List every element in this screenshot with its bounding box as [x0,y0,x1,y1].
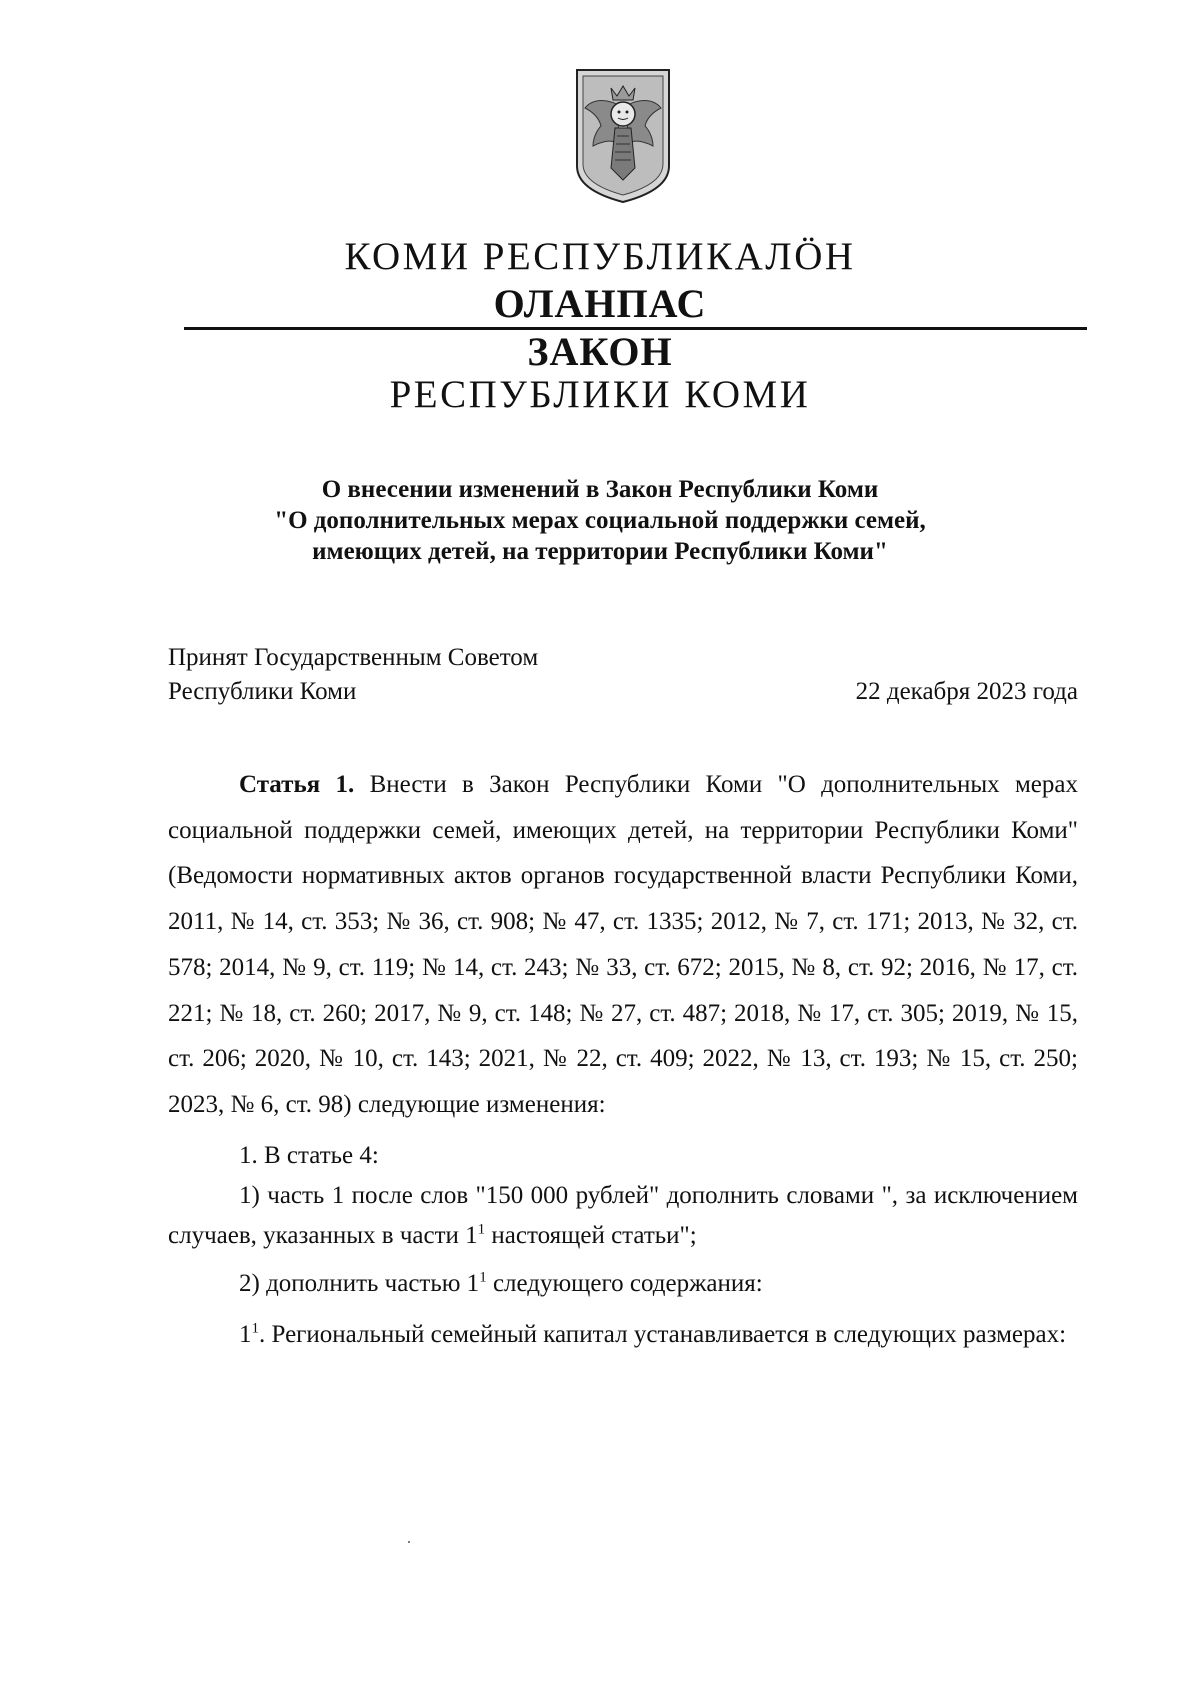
header-zakon: ЗАКОН [527,329,673,374]
article-1-subitem-1: 1) часть 1 после слов "150 000 рублей" дополнить словами ", за исключением случаев, указанных в части $1^1$ настоящей статьи"; [168,1181,1078,1249]
adoption-line: Принят Государственным Советом [168,644,539,671]
scan-speck [408,1541,410,1543]
article-1 [168,762,1078,1357]
article-1-subitem-2: 2) дополнить частью $1^1$ следующего содержания: [239,1268,763,1297]
law-title-line: "О дополнительных мерах социальной поддержки семей, [274,507,926,534]
header-republic-komi: РЕСПУБЛИКИ КОМИ [389,373,811,416]
law-title-line: О внесении изменений в Закон Республики Коми [321,476,879,503]
law-title-line: имеющих детей, на территории Республики Коми" [312,538,888,565]
article-1-text: Внести в Закон Республики Коми "О дополнительных мерах социальной поддержки семей, имеющих детей, на территории Республики Коми" (Ведомости нормативных актов органов государственной власти Республики Коми, 2011, № 14, ст. 353; № 36, ст. 908; № 47, ст. 1335; 2012, № 7, ст. 171; 2013, № 32, ст. 578; 2014, № 9, ст. 119; № 14, ст. 243; № 33, ст. 672; 2015, № 8, ст. 92; 2016, № 17, ст. 221; № 18, ст. 260; 2017, № 9, ст. 148; № 27, ст. 487; 2018, № 17, ст. 305; 2019, № 15, ст. 206; 2020, № 10, ст. 143; 2021, № 22, ст. 409; 2022, № 13, ст. 193; № 15, ст. 250; 2023, № 6, ст. 98) следующие изменения: [168,771,1078,1118]
article-1-item-1: 1. В статье 4: [239,1141,379,1169]
adoption-block [168,641,1078,709]
article-1-part-1-1: $1^1$. Региональный семейный капитал устанавливается в следующих размерах: [239,1319,1067,1348]
header-olanpas: ОЛАНПАС [493,281,707,326]
article-1-paragraph [168,762,1078,1128]
law-title [0,474,1200,567]
adoption-line: Республики Коми [168,678,357,705]
header-komi-republic: КОМИ РЕСПУБЛИКАЛÖН [344,235,856,278]
adoption-date: 22 декабря 2023 года [855,678,1078,705]
komi-coat-of-arms-icon [575,68,671,204]
article-heading: Статья 1. [239,771,355,798]
